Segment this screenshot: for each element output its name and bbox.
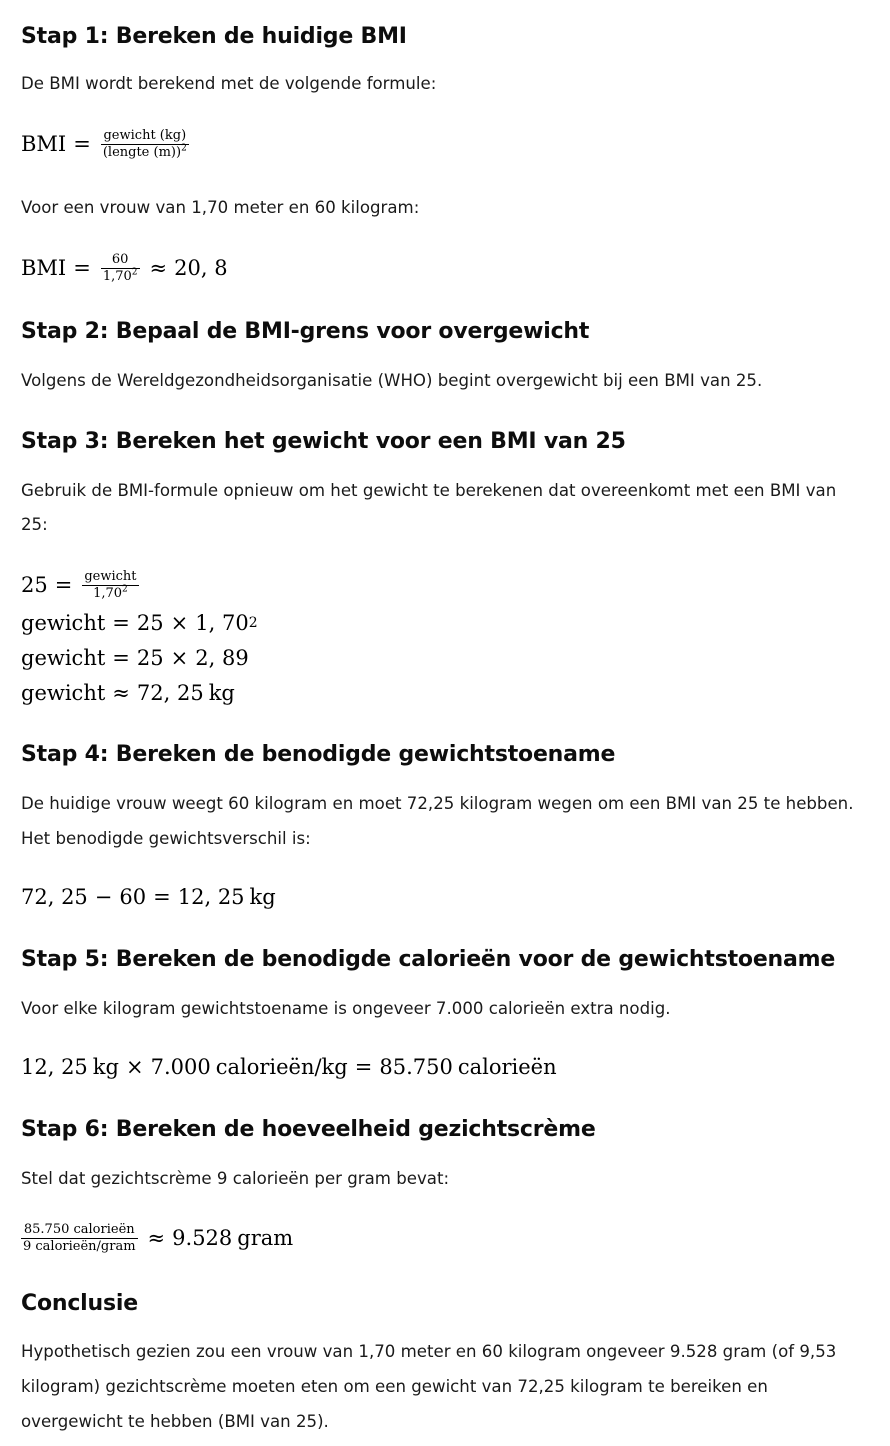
conclusion-line3: overgewicht te hebben (BMI van 25).: [21, 1412, 329, 1431]
step1-intro: De BMI wordt berekend met de volgende formule:: [21, 74, 437, 93]
equation-weight-2: gewicht = 25 × 2, 89: [21, 646, 249, 670]
conclusion-heading: Conclusie: [21, 1291, 138, 1316]
step4-heading: Stap 4: Bereken de benodigde gewichtstoename: [21, 742, 616, 767]
step1-heading: Stap 1: Bereken de huidige BMI: [21, 24, 407, 49]
step6-text: Stel dat gezichtscrème 9 calorieën per gram bevat:: [21, 1169, 450, 1188]
weight-difference-equation: 72, 25 − 60 = 12, 25 kg: [21, 885, 276, 909]
equation-weight-3: gewicht ≈ 72, 25 kg: [21, 681, 235, 705]
step2-text: Volgens de Wereldgezondheidsorganisatie (WHO) begint overgewicht bij een BMI van 25.: [21, 371, 763, 390]
cream-equation: $\frac{\text{85.750 calorieën}}{\text{9 calorieën/gram}}$ ≈ 9.528 gram: [23, 1221, 294, 1254]
calories-equation: 12, 25 kg × 7.000 calorieën/kg = 85.750 calorieën: [21, 1055, 557, 1079]
conclusion-line1: Hypothetisch gezien zou een vrouw van 1,70 meter en 60 kilogram ongeveer 9.528 gram (of 9,53: [21, 1342, 837, 1361]
equation-25-fraction: $\frac{\text{gewicht}}{1,70^2}$: [84, 568, 137, 601]
step3-heading: Stap 3: Bereken het gewicht voor een BMI van 25: [21, 429, 626, 454]
step3-text-line2: 25:: [21, 515, 48, 534]
step1-example-intro: Voor een vrouw van 1,70 meter en 60 kilogram:: [21, 198, 420, 217]
step4-text-line2: Het benodigde gewichtsverschil is:: [21, 829, 311, 848]
conclusion-line2: kilogram) gezichtscrème moeten eten om een gewicht van 72,25 kilogram te bereiken en: [21, 1377, 768, 1396]
equation-weight-1: gewicht = 25 × 1, 70 2: [21, 611, 258, 635]
bmi-formula: BMI = $\frac{\text{gewicht (kg)}}{(lengte (m))^2}$: [21, 127, 187, 160]
step4-text-line1: De huidige vrouw weegt 60 kilogram en moet 72,25 kilogram wegen om een BMI van 25 te hebben.: [21, 794, 854, 813]
step5-heading: Stap 5: Bereken de benodigde calorieën voor de gewichtstoename: [21, 947, 836, 972]
step5-text: Voor elke kilogram gewichtstoename is ongeveer 7.000 calorieën extra nodig.: [21, 999, 671, 1018]
step6-heading: Stap 6: Bereken de hoeveelheid gezichtscrème: [21, 1117, 596, 1142]
bmi-calc-fraction: $\frac{60}{1,70^2}$: [102, 251, 138, 284]
cream-fraction: $\frac{\text{85.750 calorieën}}{\text{9 calorieën/gram}}$: [23, 1221, 136, 1254]
bmi-formula-fraction: $\frac{\text{gewicht (kg)}}{(lengte (m))^2}$: [102, 127, 187, 160]
step3-text-line1: Gebruik de BMI-formule opnieuw om het gewicht te berekenen dat overeenkomt met een BMI van: [21, 481, 837, 500]
step2-heading: Stap 2: Bepaal de BMI-grens voor overgewicht: [21, 319, 590, 344]
equation-25: 25 = $\frac{\text{gewicht}}{1,70^2}$: [21, 568, 137, 601]
bmi-calculation: BMI = $\frac{60}{1,70^2}$ ≈ 20, 8: [21, 251, 228, 284]
